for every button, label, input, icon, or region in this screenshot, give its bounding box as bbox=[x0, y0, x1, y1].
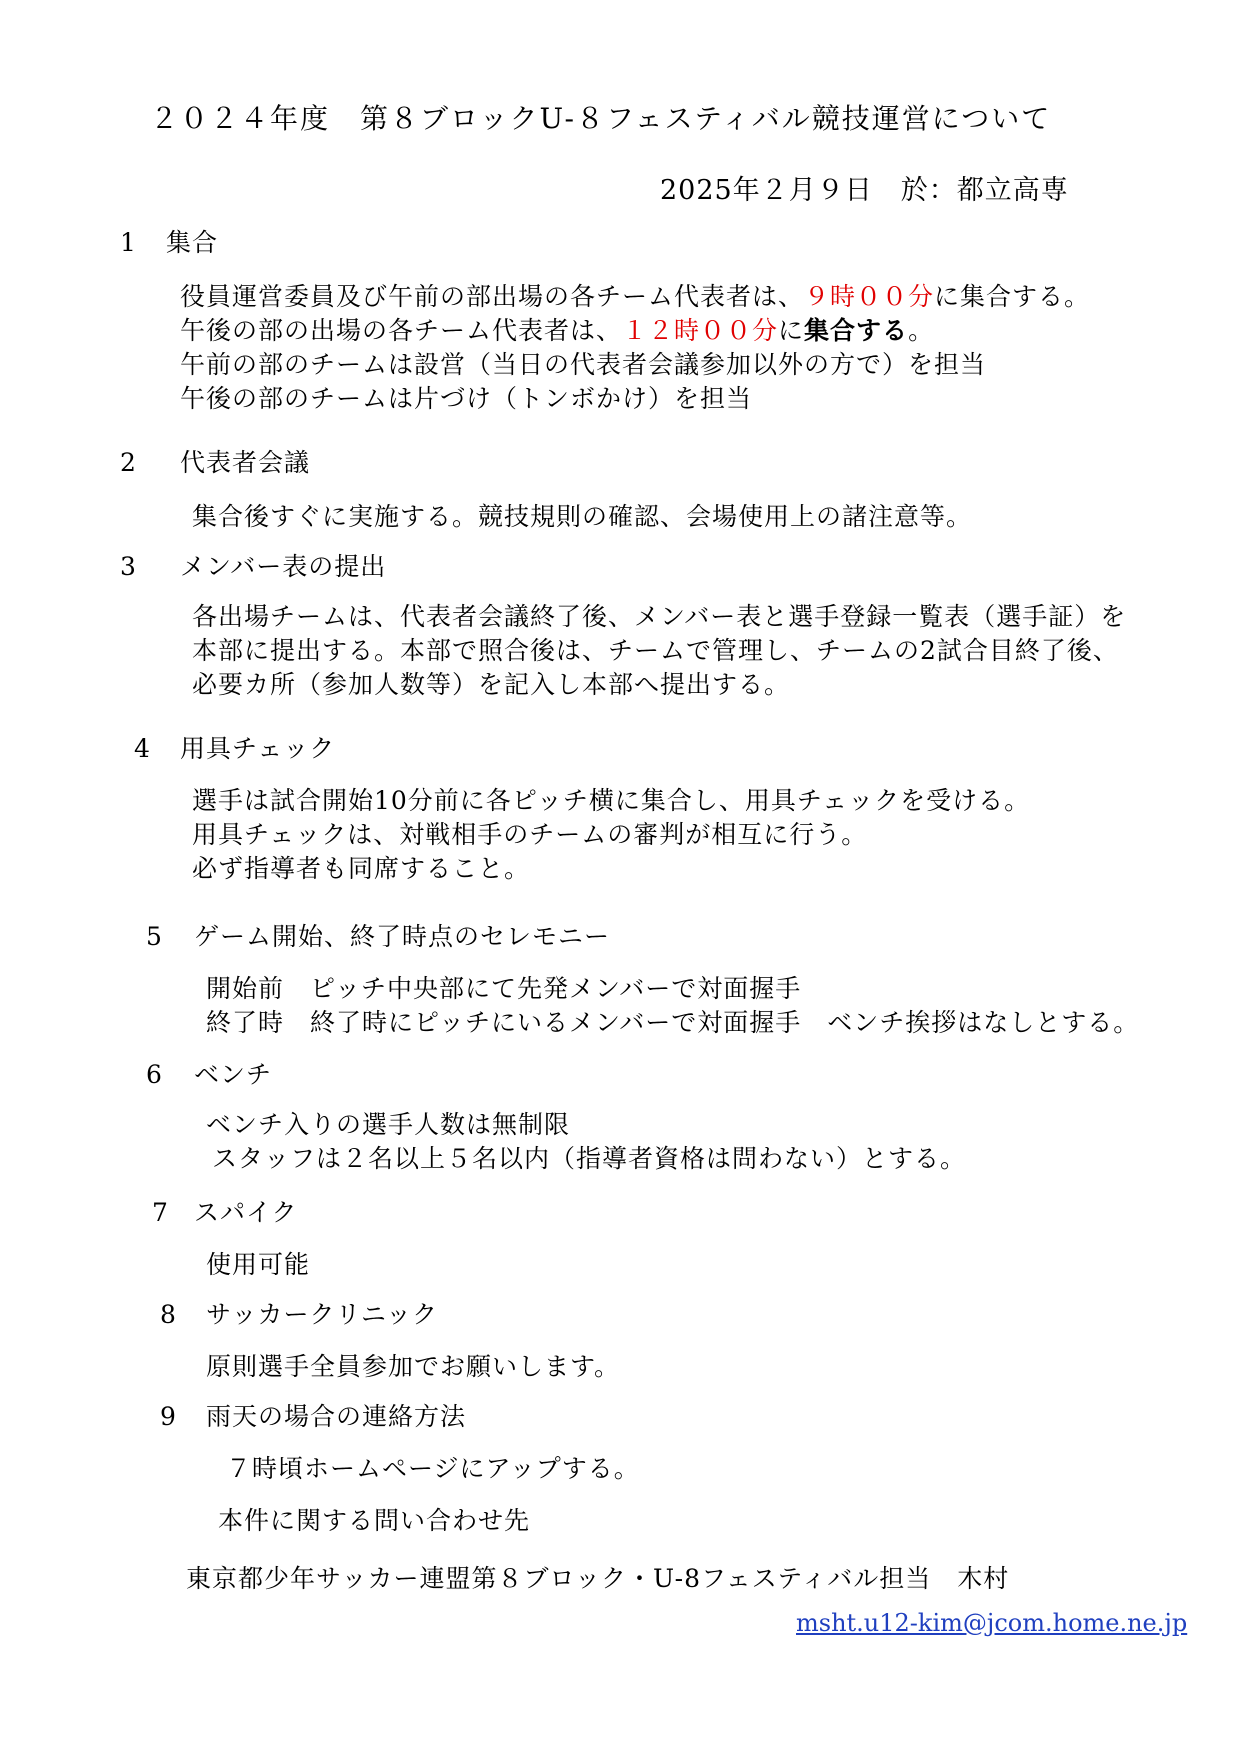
section-6-number: 6 bbox=[146, 1060, 163, 1089]
section-1-afternoon-time: １２時００分 bbox=[622, 316, 779, 345]
section-1-line-1-text-b: に集合する。 bbox=[934, 282, 1091, 311]
document-title: ２０２４年度 第８ブロックU-８フェスティバル競技運営について bbox=[150, 102, 1052, 135]
section-7-line-1: 使用可能 bbox=[206, 1250, 311, 1279]
section-5-line-1: 開始前 ピッチ中央部にて先発メンバーで対面握手 bbox=[206, 974, 802, 1003]
section-4-line-2: 用具チェックは、対戦相手のチームの審判が相互に行う。 bbox=[192, 820, 868, 849]
section-8-number: 8 bbox=[160, 1300, 177, 1329]
section-1-line-2-text-c: 。 bbox=[908, 316, 935, 345]
section-5-heading: ゲーム開始、終了時点のセレモニー bbox=[194, 922, 611, 951]
section-8-heading: サッカークリニック bbox=[206, 1300, 439, 1329]
section-9-number: 9 bbox=[160, 1402, 177, 1431]
section-1-bold-text: 集合する bbox=[804, 316, 909, 345]
section-1-line-2-text-a: 午後の部の出場の各チーム代表者は、 bbox=[180, 316, 623, 345]
section-4-line-3: 必ず指導者も同席すること。 bbox=[192, 854, 531, 883]
section-1-line-2 bbox=[180, 314, 934, 348]
date-venue-line: 2025年２月９日 於：都立高専 bbox=[660, 175, 1069, 206]
section-4-line-1: 選手は試合開始10分前に各ピッチ横に集合し、用具チェックを受ける。 bbox=[192, 786, 1031, 815]
section-7-number: 7 bbox=[152, 1198, 169, 1227]
section-1-number: 1 bbox=[120, 228, 137, 257]
section-2-line-1: 集合後すぐに実施する。競技規則の確認、会場使用上の諸注意等。 bbox=[192, 502, 973, 531]
section-6-line-2: スタッフは２名以上５名以内（指導者資格は問わない）とする。 bbox=[212, 1144, 967, 1173]
section-3-line-3: 必要カ所（参加人数等）を記入し本部へ提出する。 bbox=[192, 670, 791, 699]
section-2-heading: 代表者会議 bbox=[180, 448, 311, 477]
section-1-line-4: 午後の部のチームは片づけ（トンボかけ）を担当 bbox=[180, 384, 753, 413]
section-9-line-1: ７時頃ホームページにアップする。 bbox=[226, 1454, 640, 1483]
section-3-line-1: 各出場チームは、代表者会議終了後、メンバー表と選手登録一覧表（選手証）を bbox=[192, 602, 1127, 631]
section-1-line-1-text-a: 役員運営委員及び午前の部出場の各チーム代表者は、 bbox=[180, 282, 805, 311]
section-1-heading: 集合 bbox=[166, 228, 219, 257]
section-6-heading: ベンチ bbox=[194, 1060, 273, 1089]
section-3-heading: メンバー表の提出 bbox=[180, 552, 387, 581]
section-3-line-2: 本部に提出する。本部で照合後は、チームで管理し、チームの2試合目終了後、 bbox=[192, 636, 1119, 665]
section-1-line-3: 午前の部のチームは設営（当日の代表者会議参加以外の方で）を担当 bbox=[180, 350, 987, 379]
section-1-line-1 bbox=[180, 280, 1090, 314]
section-3-number: 3 bbox=[120, 552, 137, 581]
section-1-morning-time: ９時００分 bbox=[804, 282, 935, 311]
section-2-number: 2 bbox=[120, 448, 137, 477]
section-5-number: 5 bbox=[146, 922, 163, 951]
section-9-heading: 雨天の場合の連絡方法 bbox=[206, 1402, 467, 1431]
contact-organization: 東京都少年サッカー連盟第８ブロック・U-8フェスティバル担当 木村 bbox=[186, 1564, 1010, 1593]
section-1-line-2-text-b: に bbox=[778, 316, 805, 345]
section-8-line-1: 原則選手全員参加でお願いします。 bbox=[206, 1352, 621, 1381]
section-4-heading: 用具チェック bbox=[180, 734, 336, 763]
contact-email-link[interactable]: msht.u12-kim@jcom.home.ne.jp bbox=[796, 1609, 1188, 1637]
section-7-heading: スパイク bbox=[194, 1198, 298, 1227]
section-4-number: 4 bbox=[134, 734, 151, 763]
section-6-line-1: ベンチ入りの選手人数は無制限 bbox=[206, 1110, 571, 1139]
contact-heading: 本件に関する問い合わせ先 bbox=[218, 1506, 531, 1535]
section-5-line-2: 終了時 終了時にピッチにいるメンバーで対面握手 ベンチ挨拶はなしとする。 bbox=[206, 1008, 1140, 1037]
